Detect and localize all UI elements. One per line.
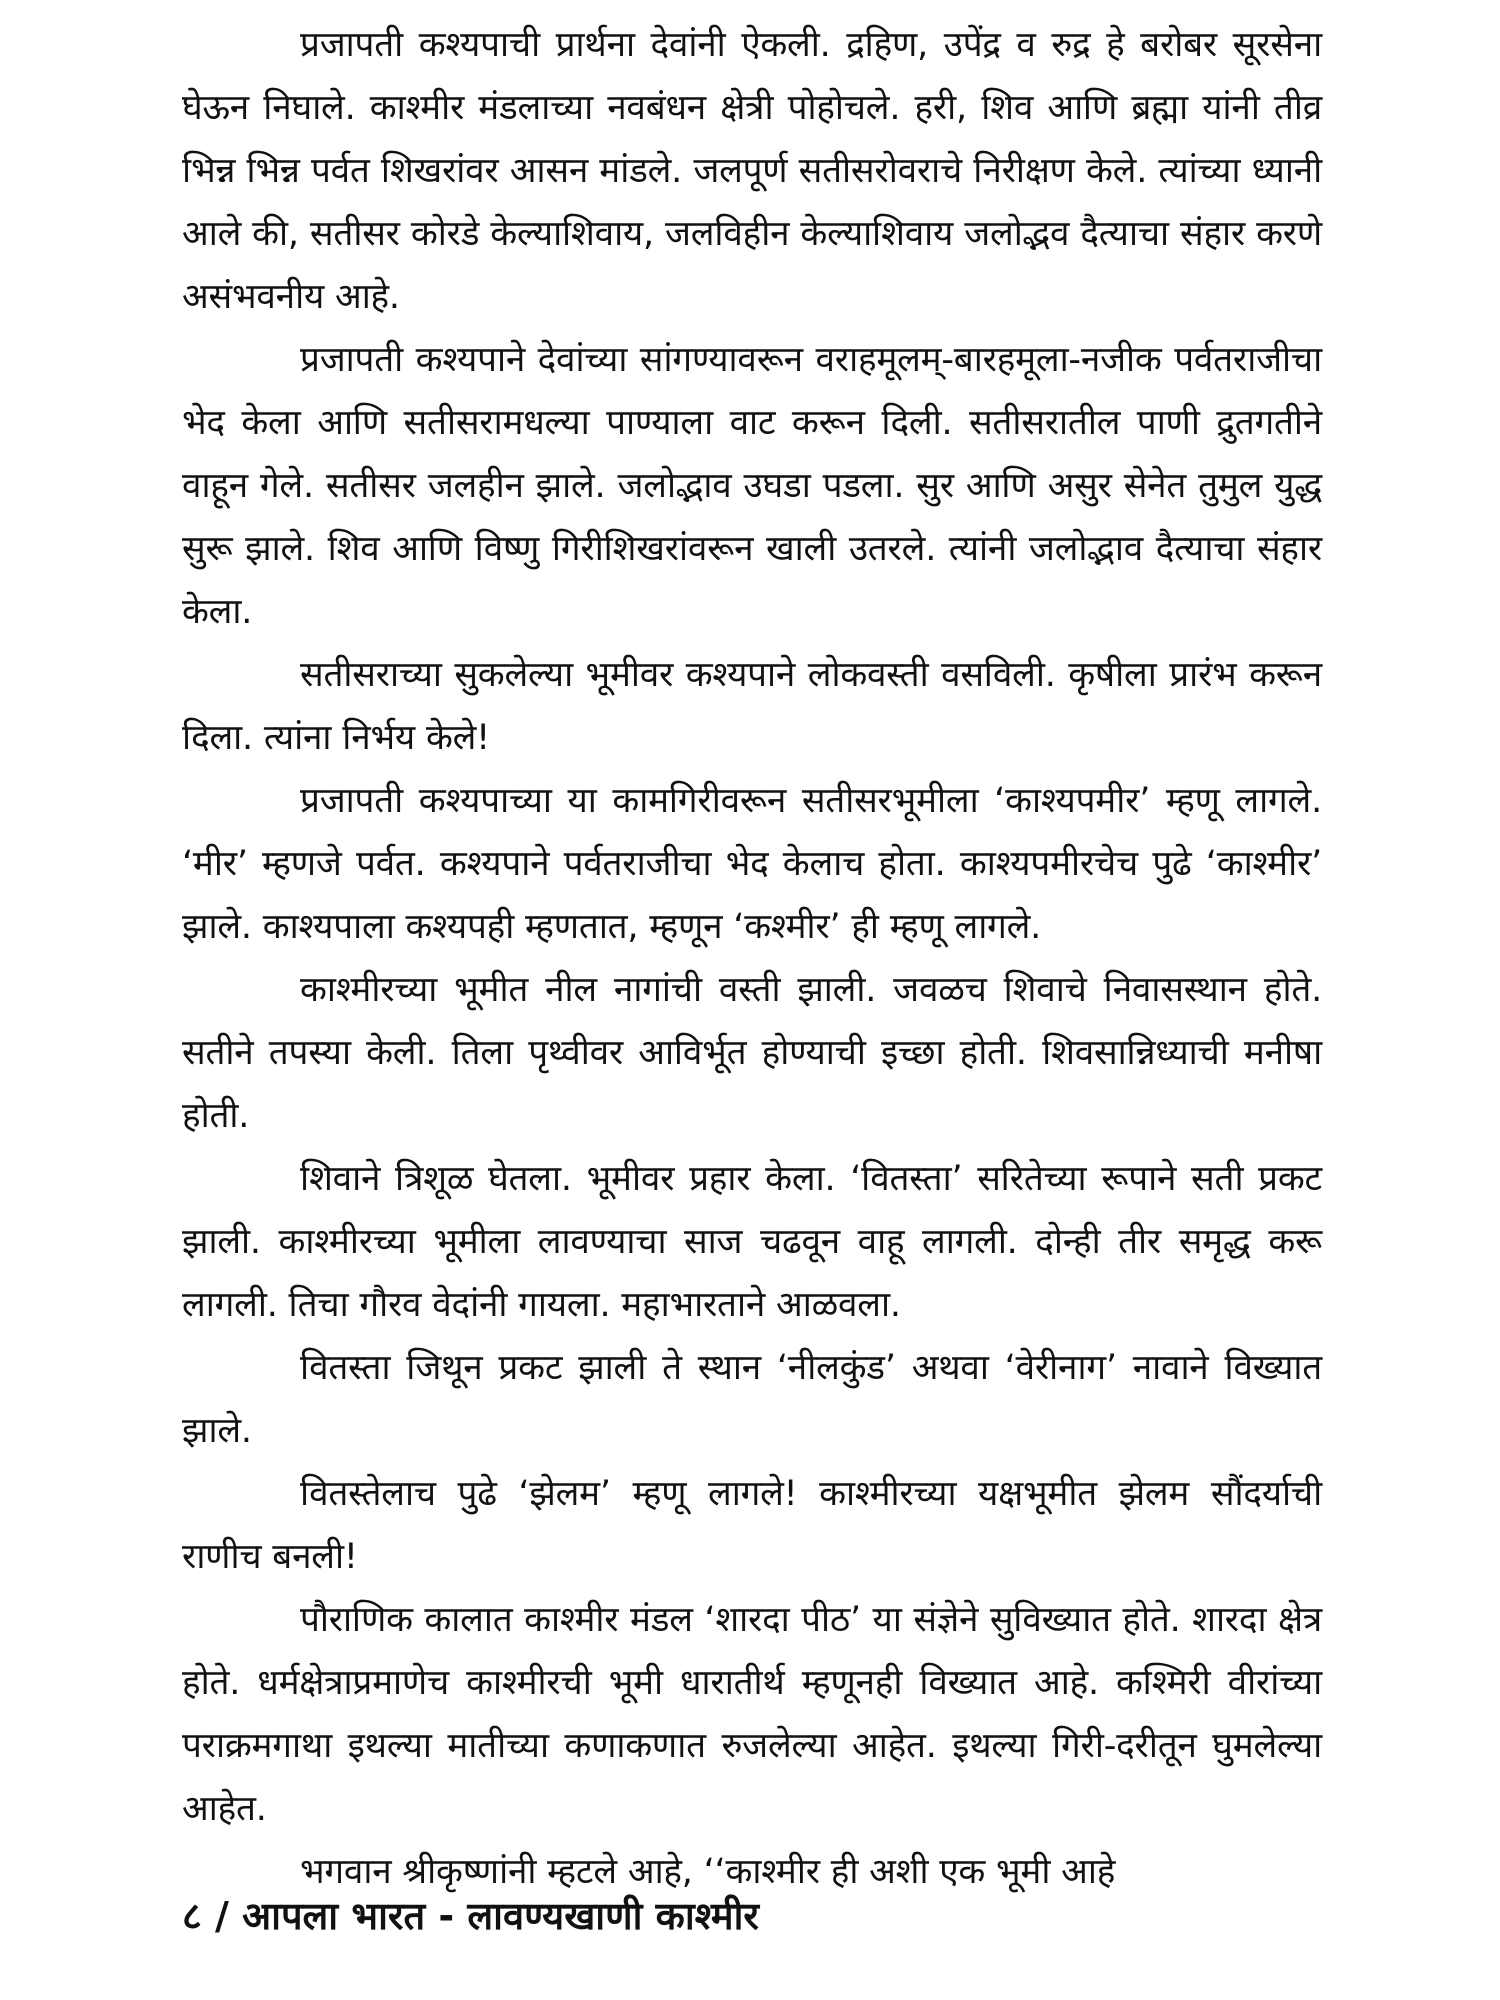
paragraph-1: प्रजापती कश्यपाची प्रार्थना देवांनी ऐकली. द्रहिण, उपेंद्र व रुद्र हे बरोबर सूरसेना घेऊन निघाले. काश्मीर मंडलाच्या नवबंधन क्षेत्री पोहोचले. हरी, शिव आणि ब्रह्मा यांनी तीव्र भिन्न भिन्न पर्वत शिखरांवर आसन मांडले. जलपूर्ण सतीसरोवराचे निरीक्षण केले. त्यांच्या ध्यानी आले की, सतीसर कोरडे केल्याशिवाय, जलविहीन केल्याशिवाय जलोद्भव दैत्याचा संहार करणे असंभवनीय आहे. xyxy=(182,25,1322,317)
paragraph-5: काश्मीरच्या भूमीत नील नागांची वस्ती झाली. जवळच शिवाचे निवासस्थान होते. सतीने तपस्या केली. तिला पृथ्वीवर आविर्भूत होण्याची इच्छा होती. शिवसान्निध्याची मनीषा होती. xyxy=(182,970,1322,1136)
page-body xyxy=(182,14,1322,1904)
paragraph-2: प्रजापती कश्यपाने देवांच्या सांगण्यावरून वराहमूलम्-बारहमूला-नजीक पर्वतराजीचा भेद केला आणि सतीसरामधल्या पाण्याला वाट करून दिली. सतीसरातील पाणी द्रुतगतीने वाहून गेले. सतीसर जलहीन झाले. जलोद्भाव उघडा पडला. सुर आणि असुर सेनेत तुमुल युद्ध सुरू झाले. शिव आणि विष्णु गिरीशिखरांवरून खाली उतरले. त्यांनी जलोद्भाव दैत्याचा संहार केला. xyxy=(182,340,1322,632)
page-number: ८ xyxy=(182,1894,202,1938)
paragraph-9: पौराणिक कालात काश्मीर मंडल ‘शारदा पीठ’ या संज्ञेने सुविख्यात होते. शारदा क्षेत्र होते. धर्मक्षेत्राप्रमाणेच काश्मीरची भूमी धारातीर्थ म्हणूनही विख्यात आहे. कश्मिरी वीरांच्या पराक्रमगाथा इथल्या मातीच्या कणाकणात रुजलेल्या आहेत. इथल्या गिरी-दरीतून घुमलेल्या आहेत. xyxy=(182,1600,1322,1829)
paragraph-6: शिवाने त्रिशूळ घेतला. भूमीवर प्रहार केला. ‘वितस्ता’ सरितेच्या रूपाने सती प्रकट झाली. काश्मीरच्या भूमीला लावण्याचा साज चढवून वाहू लागली. दोन्ही तीर समृद्ध करू लागली. तिचा गौरव वेदांनी गायला. महाभारताने आळवला. xyxy=(182,1159,1322,1325)
footer-separator: / xyxy=(215,1894,229,1938)
paragraph-3: सतीसराच्या सुकलेल्या भूमीवर कश्यपाने लोकवस्ती वसविली. कृषीला प्रारंभ करून दिला. त्यांना निर्भय केले! xyxy=(182,655,1322,758)
paragraph-7: वितस्ता जिथून प्रकट झाली ते स्थान ‘नीलकुंड’ अथवा ‘वेरीनाग’ नावाने विख्यात झाले. xyxy=(182,1348,1322,1451)
page-footer xyxy=(182,1888,1322,1944)
book-title: आपला भारत - लावण्यखाणी काश्मीर xyxy=(242,1894,759,1938)
paragraph-8: वितस्तेलाच पुढे ‘झेलम’ म्हणू लागले! काश्मीरच्या यक्षभूमीत झेलम सौंदर्याची राणीच बनली! xyxy=(182,1474,1322,1577)
paragraph-4: प्रजापती कश्यपाच्या या कामगिरीवरून सतीसरभूमीला ‘काश्यपमीर’ म्हणू लागले. ‘मीर’ म्हणजे पर्वत. कश्यपाने पर्वतराजीचा भेद केलाच होता. काश्यपमीरचेच पुढे ‘काश्मीर’ झाले. काश्यपाला कश्यपही म्हणतात, म्हणून ‘कश्मीर’ ही म्हणू लागले. xyxy=(182,781,1322,947)
paragraph-10: भगवान श्रीकृष्णांनी म्हटले आहे, ‘‘काश्मीर ही अशी एक भूमी आहे xyxy=(300,1852,1116,1892)
